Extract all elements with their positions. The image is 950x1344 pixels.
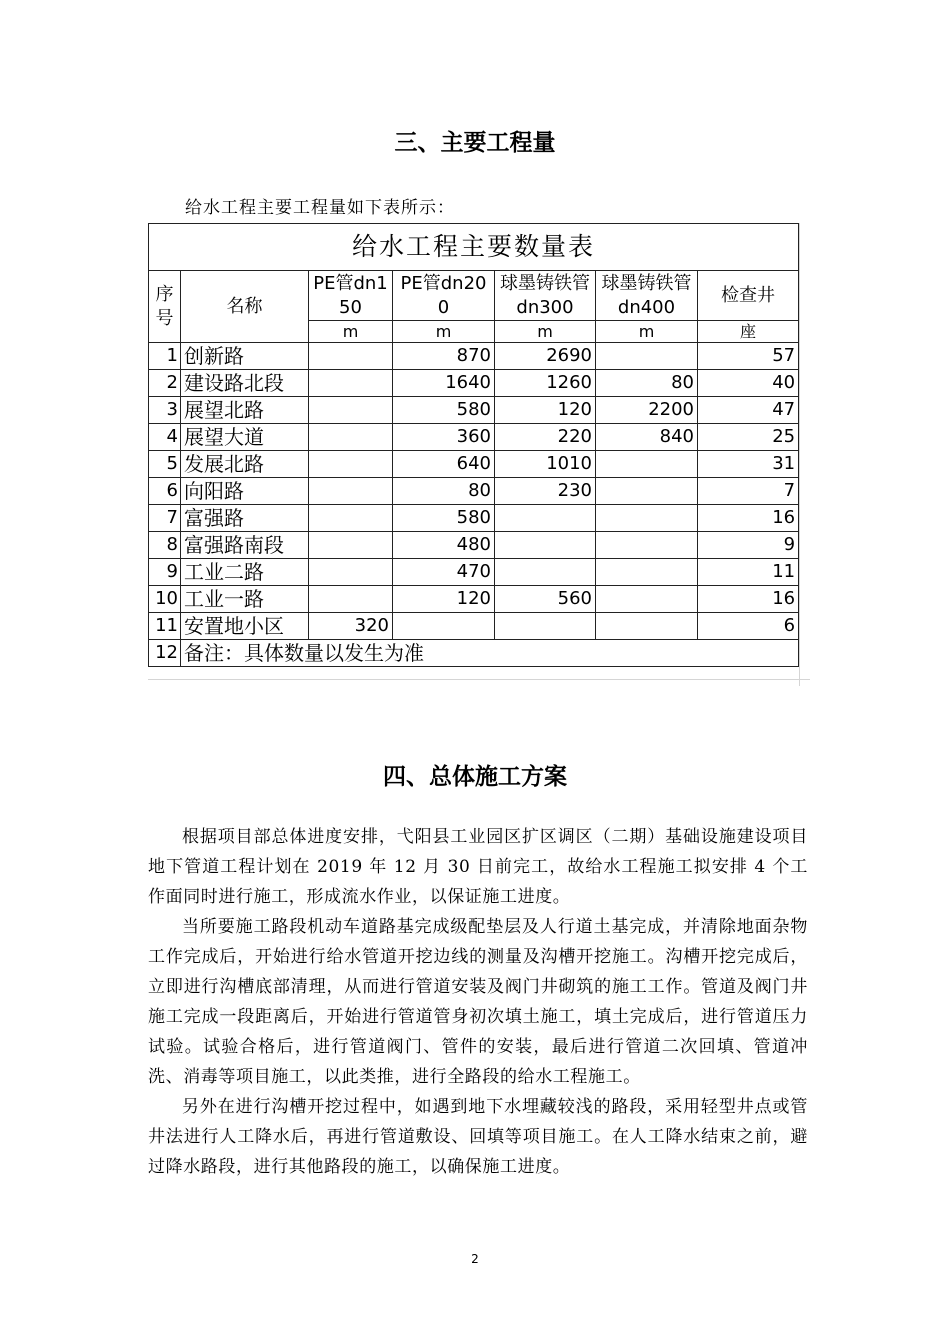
ductile-dn400-value: 840 (596, 424, 698, 451)
inspection-well-count: 6 (698, 613, 799, 640)
pe-dn150-value (309, 397, 393, 424)
road-name: 创新路 (181, 343, 309, 370)
table-title: 给水工程主要数量表 (149, 224, 799, 271)
ductile-dn300-value: 230 (495, 478, 596, 505)
road-name: 发展北路 (181, 451, 309, 478)
pe-dn200-value: 580 (393, 397, 495, 424)
row-index: 9 (149, 559, 181, 586)
inspection-well-count: 7 (698, 478, 799, 505)
table-row (149, 343, 799, 370)
table-intro-text: 给水工程主要工程量如下表所示： (185, 198, 455, 218)
row-index: 10 (149, 586, 181, 613)
pe-dn150-value (309, 424, 393, 451)
ductile-dn300-value: 560 (495, 586, 596, 613)
paragraph: 另外在进行沟槽开挖过程中，如遇到地下水埋藏较浅的路段，采用轻型井点或管井法进行人工降水后，再进行管道敷设、回填等项目施工。在人工降水结束之前，避过降水路段，进行其他路段的施工，以确保施工进度。 (148, 1097, 808, 1177)
inspection-well-count: 57 (698, 343, 799, 370)
road-name: 富强路南段 (181, 532, 309, 559)
inspection-well-count: 9 (698, 532, 799, 559)
ductile-dn300-value: 1260 (495, 370, 596, 397)
unit-pe-dn150: m (309, 321, 393, 343)
road-name: 展望大道 (181, 424, 309, 451)
section-3-heading: 三、主要工程量 (394, 130, 556, 156)
road-name: 安置地小区 (181, 613, 309, 640)
row-index: 5 (149, 451, 181, 478)
ductile-dn400-value: 80 (596, 370, 698, 397)
pe-dn150-value (309, 532, 393, 559)
pe-dn200-value: 870 (393, 343, 495, 370)
inspection-well-count: 25 (698, 424, 799, 451)
inspection-well-count: 40 (698, 370, 799, 397)
pe-dn150-value (309, 586, 393, 613)
quantity-table (148, 223, 799, 667)
row-index: 4 (149, 424, 181, 451)
row-index: 8 (149, 532, 181, 559)
pe-dn200-value (393, 613, 495, 640)
header-pe-dn150: PE管dn150 (309, 271, 393, 321)
page-number: 2 (471, 1252, 479, 1266)
road-name: 展望北路 (181, 397, 309, 424)
row-index: 3 (149, 397, 181, 424)
table-row (149, 424, 799, 451)
body-text (148, 822, 808, 1182)
ductile-dn300-value: 120 (495, 397, 596, 424)
table-row (149, 370, 799, 397)
inspection-well-count: 16 (698, 505, 799, 532)
pe-dn150-value (309, 370, 393, 397)
spreadsheet-gridline-bottom (148, 679, 810, 686)
unit-ductile-dn400: m (596, 321, 698, 343)
pe-dn200-value: 80 (393, 478, 495, 505)
ductile-dn300-value (495, 559, 596, 586)
unit-pe-dn200: m (393, 321, 495, 343)
ductile-dn400-value (596, 505, 698, 532)
ductile-dn300-value: 220 (495, 424, 596, 451)
header-pe-dn200: PE管dn200 (393, 271, 495, 321)
pe-dn150-value: 320 (309, 613, 393, 640)
table-row (149, 478, 799, 505)
header-name: 名称 (181, 271, 309, 343)
ductile-dn300-value (495, 505, 596, 532)
section-4-heading: 四、总体施工方案 (383, 764, 567, 790)
ductile-dn400-value (596, 343, 698, 370)
spreadsheet-gridline-right (799, 223, 810, 686)
pe-dn150-value (309, 451, 393, 478)
inspection-well-count: 31 (698, 451, 799, 478)
ductile-dn400-value (596, 478, 698, 505)
ductile-dn300-value (495, 613, 596, 640)
row-index: 2 (149, 370, 181, 397)
pe-dn150-value (309, 505, 393, 532)
ductile-dn400-value (596, 559, 698, 586)
pe-dn150-value (309, 478, 393, 505)
pe-dn200-value: 360 (393, 424, 495, 451)
pe-dn200-value: 480 (393, 532, 495, 559)
table-row (149, 451, 799, 478)
unit-inspection-well: 座 (698, 321, 799, 343)
road-name: 向阳路 (181, 478, 309, 505)
pe-dn200-value: 120 (393, 586, 495, 613)
pe-dn150-value (309, 559, 393, 586)
row-index: 12 (149, 640, 181, 667)
ductile-dn400-value: 2200 (596, 397, 698, 424)
header-inspection-well: 检查井 (698, 271, 799, 321)
inspection-well-count: 11 (698, 559, 799, 586)
ductile-dn400-value (596, 451, 698, 478)
inspection-well-count: 47 (698, 397, 799, 424)
ductile-dn400-value (596, 586, 698, 613)
header-ductile-dn400: 球墨铸铁管dn400 (596, 271, 698, 321)
road-name: 工业二路 (181, 559, 309, 586)
unit-ductile-dn300: m (495, 321, 596, 343)
header-index: 序号 (149, 271, 181, 343)
table-note: 备注：具体数量以发生为准 (181, 640, 799, 667)
pe-dn200-value: 470 (393, 559, 495, 586)
quantity-table-container (148, 223, 810, 686)
table-row (149, 532, 799, 559)
ductile-dn300-value: 1010 (495, 451, 596, 478)
table-row (149, 559, 799, 586)
road-name: 工业一路 (181, 586, 309, 613)
road-name: 富强路 (181, 505, 309, 532)
row-index: 6 (149, 478, 181, 505)
ductile-dn400-value (596, 532, 698, 559)
ductile-dn300-value (495, 532, 596, 559)
table-row (149, 397, 799, 424)
paragraph: 根据项目部总体进度安排，弋阳县工业园区扩区调区（二期）基础设施建设项目地下管道工程计划在 2019 年 12 月 30 日前完工，故给水工程施工拟安排 4 个工作面同时进行施工，形成流水作业，以保证施工进度。 (148, 827, 808, 907)
inspection-well-count: 16 (698, 586, 799, 613)
table-note-row (149, 640, 799, 667)
pe-dn150-value (309, 343, 393, 370)
row-index: 1 (149, 343, 181, 370)
row-index: 11 (149, 613, 181, 640)
row-index: 7 (149, 505, 181, 532)
pe-dn200-value: 1640 (393, 370, 495, 397)
table-row (149, 586, 799, 613)
pe-dn200-value: 640 (393, 451, 495, 478)
paragraph: 当所要施工路段机动车道路基完成级配垫层及人行道土基完成，并清除地面杂物工作完成后，开始进行给水管道开挖边线的测量及沟槽开挖施工。沟槽开挖完成后，立即进行沟槽底部清理，从而进行管道安装及阀门井砌筑的施工工作。管道及阀门井施工完成一段距离后，开始进行管道管身初次填土施工，填土完成后，进行管道压力试验。试验合格后，进行管道阀门、管件的安装，最后进行管道二次回填、管道冲洗、消毒等项目施工，以此类推，进行全路段的给水工程施工。 (148, 917, 808, 1087)
header-ductile-dn300: 球墨铸铁管dn300 (495, 271, 596, 321)
table-row (149, 505, 799, 532)
pe-dn200-value: 580 (393, 505, 495, 532)
ductile-dn400-value (596, 613, 698, 640)
ductile-dn300-value: 2690 (495, 343, 596, 370)
table-row (149, 613, 799, 640)
road-name: 建设路北段 (181, 370, 309, 397)
